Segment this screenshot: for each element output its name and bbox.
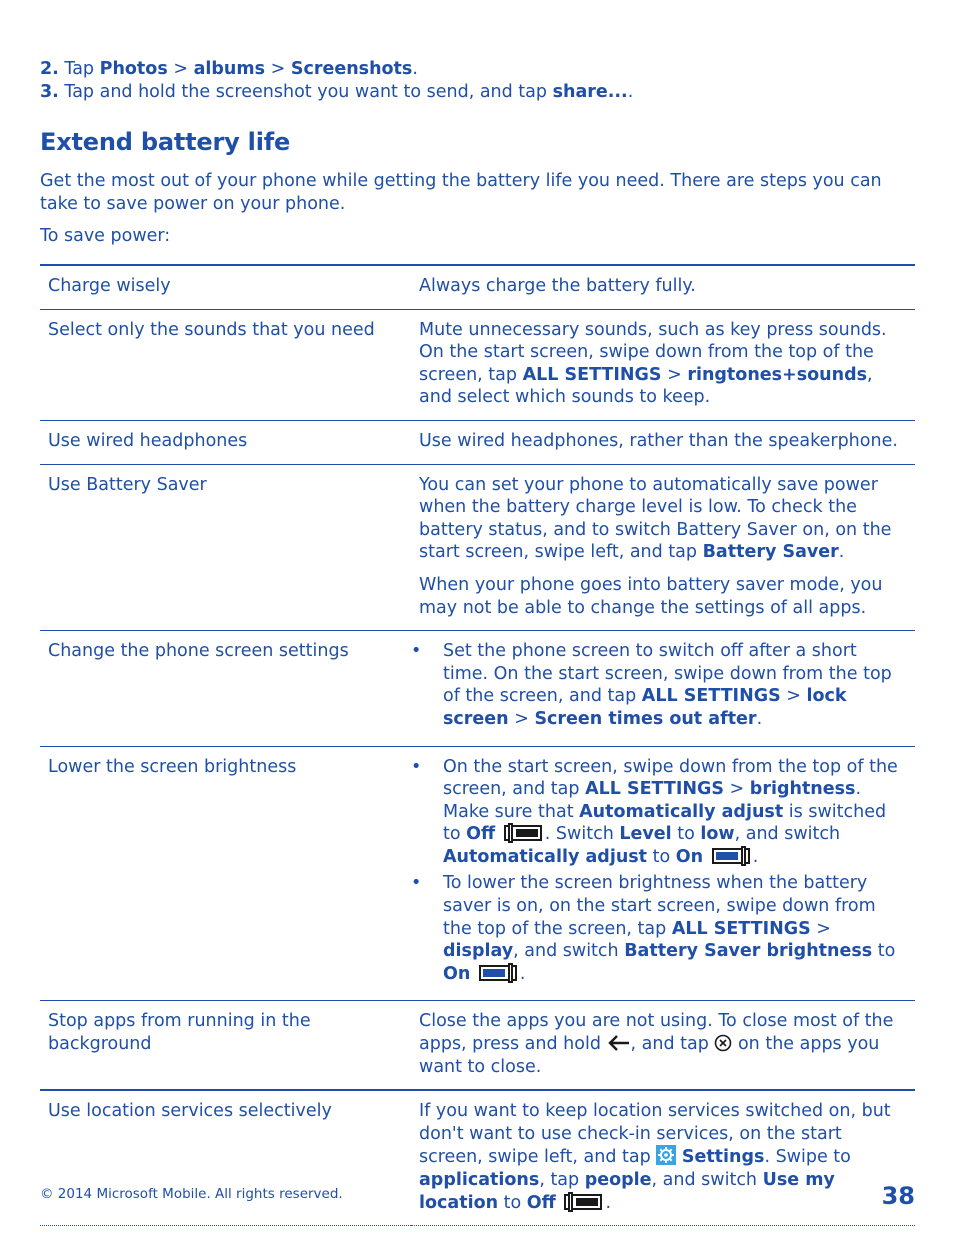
text: . Make sure that [443, 779, 862, 822]
table-row [40, 746, 915, 1001]
steps-list [40, 58, 633, 104]
save-power-label: To save power: [40, 226, 171, 246]
step-text: Tap and hold the screenshot you want to send, and tap [64, 82, 547, 102]
text: . [752, 846, 759, 867]
ui-term: On [443, 963, 471, 984]
page-number: 38 [881, 1182, 915, 1210]
tip-label: Lower the screen brightness [48, 756, 297, 777]
step-3 [40, 81, 633, 104]
ui-term: Off [526, 1192, 556, 1213]
ui-term: display [443, 941, 514, 962]
text: . [605, 1192, 612, 1213]
ui-term: Battery Saver [702, 542, 839, 563]
table-row [40, 265, 915, 309]
text: You can set your phone to automatically save power when the battery charge level is low. To check the battery status, and to switch Battery Saver on, on the start screen, swipe left, and tap [419, 474, 892, 563]
step-term: share... [552, 82, 628, 102]
ui-term: ALL SETTINGS [585, 779, 724, 800]
ui-term: brightness [749, 779, 856, 800]
settings-gear-icon [656, 1145, 676, 1165]
ui-term: ringtones+sounds [687, 364, 868, 385]
toggle-off-icon [564, 1194, 602, 1210]
text: Set the phone screen to switch off after a short time. On the start screen, swipe down from the top of the screen, and tap [443, 641, 892, 707]
tip-label: Use wired headphones [48, 430, 248, 451]
ui-term: ALL SETTINGS [641, 686, 781, 707]
text: Mute unnecessary sounds, such as key press sounds. On the start screen, swipe down from the top of the screen, tap [419, 319, 887, 385]
text: , tap [539, 1170, 580, 1190]
punct: . [627, 82, 634, 102]
text: . Swipe to [764, 1147, 851, 1168]
close-circle-icon [714, 1034, 732, 1052]
tip-label: Select only the sounds that you need [48, 319, 375, 340]
text: to [877, 941, 896, 962]
separator: > [667, 364, 682, 385]
back-arrow-icon [607, 1034, 631, 1052]
text: to [503, 1192, 522, 1213]
text: Close the apps you are not using. To close most of the apps, press and hold [419, 1011, 894, 1055]
text: , and switch [513, 941, 619, 962]
text: On the start screen, swipe down from the top of the screen, and tap [443, 756, 898, 800]
step-term: albums [193, 59, 266, 79]
step-2 [40, 58, 633, 81]
separator: > [729, 779, 745, 800]
tip-description [411, 464, 915, 631]
list-item [419, 872, 907, 985]
text: . [756, 708, 763, 729]
list-item [419, 756, 907, 869]
tip-label: Change the phone screen settings [48, 641, 349, 662]
ui-term: ALL SETTINGS [522, 364, 662, 385]
text: If you want to keep location services switched on, but don't want to use check-in services, on the start screen, swipe left, and tap [419, 1101, 891, 1168]
bullet-list [419, 640, 907, 730]
ui-term: ALL SETTINGS [671, 918, 811, 939]
ui-term: people [584, 1170, 652, 1190]
tip-description [411, 746, 915, 1001]
table-row [40, 309, 915, 420]
separator: > [270, 59, 286, 79]
punct: . [412, 59, 418, 79]
text: to [677, 824, 695, 845]
toggle-on-icon [479, 965, 517, 981]
intro-paragraph: Get the most out of your phone while getting the battery life you need. There are steps you can take to save power on your phone. [40, 171, 882, 214]
ui-term: On [675, 846, 704, 867]
table-row [40, 464, 915, 631]
step-term: Screenshots [290, 59, 413, 79]
ui-term: Battery Saver brightness [624, 941, 873, 962]
separator: > [173, 59, 188, 79]
text-block: When your phone goes into battery saver mode, you may not be able to change the settings of all apps. [419, 574, 883, 618]
ui-term: Screen times out after [534, 708, 757, 729]
step-number: 3. [40, 82, 59, 102]
tip-label: Use location services selectively [48, 1101, 332, 1122]
text: , and switch [651, 1170, 758, 1190]
ui-term: Level [619, 824, 672, 845]
text: on the apps you want to close. [419, 1034, 880, 1077]
step-number: 2. [40, 59, 59, 79]
separator: > [816, 918, 831, 939]
text: is switched to [443, 801, 887, 845]
table-row [40, 1001, 915, 1090]
text: , and select which sounds to keep. [419, 364, 873, 408]
ui-term: Use my location [419, 1170, 835, 1213]
text: , and switch [734, 824, 841, 845]
ui-term: Off [466, 824, 496, 845]
table-row [40, 420, 915, 464]
tip-description: Use wired headphones, rather than the speakerphone. [419, 430, 898, 451]
tip-description [411, 631, 915, 746]
copyright-footer: © 2014 Microsoft Mobile. All rights reserved. [40, 1186, 343, 1202]
tip-label: Use Battery Saver [48, 474, 207, 495]
toggle-off-icon [504, 825, 542, 841]
tip-label: Stop apps from running in the background [48, 1011, 311, 1055]
text: . [519, 963, 526, 984]
tip-description [411, 1090, 915, 1225]
tips-table [40, 264, 915, 1226]
separator: > [786, 686, 801, 707]
step-text: Tap [64, 59, 95, 79]
ui-term: Automatically adjust [579, 801, 784, 822]
text: To lower the screen brightness when the battery saver is on, on the start screen, swipe down from the top of the screen, tap [443, 873, 876, 939]
tip-label: Charge wisely [48, 276, 171, 296]
table-row [40, 631, 915, 746]
text: , and tap [630, 1034, 709, 1055]
ui-term: Settings [681, 1147, 765, 1168]
toggle-on-icon [712, 848, 750, 864]
step-term: Photos [99, 59, 168, 79]
text: to [652, 846, 671, 867]
bullet-list [419, 756, 907, 986]
text-block [419, 474, 907, 564]
text: . [838, 542, 845, 563]
ui-term: Automatically adjust [443, 846, 648, 867]
table-row [40, 1090, 915, 1225]
ui-term: lock screen [443, 686, 847, 729]
tip-description [411, 1001, 915, 1090]
ui-term: applications [419, 1170, 540, 1190]
section-heading: Extend battery life [40, 128, 291, 156]
list-item [419, 640, 907, 730]
ui-term: low [700, 824, 735, 845]
separator: > [514, 708, 529, 729]
tip-description [411, 309, 915, 420]
text: . Switch [544, 824, 614, 845]
tip-description: Always charge the battery fully. [419, 276, 696, 296]
